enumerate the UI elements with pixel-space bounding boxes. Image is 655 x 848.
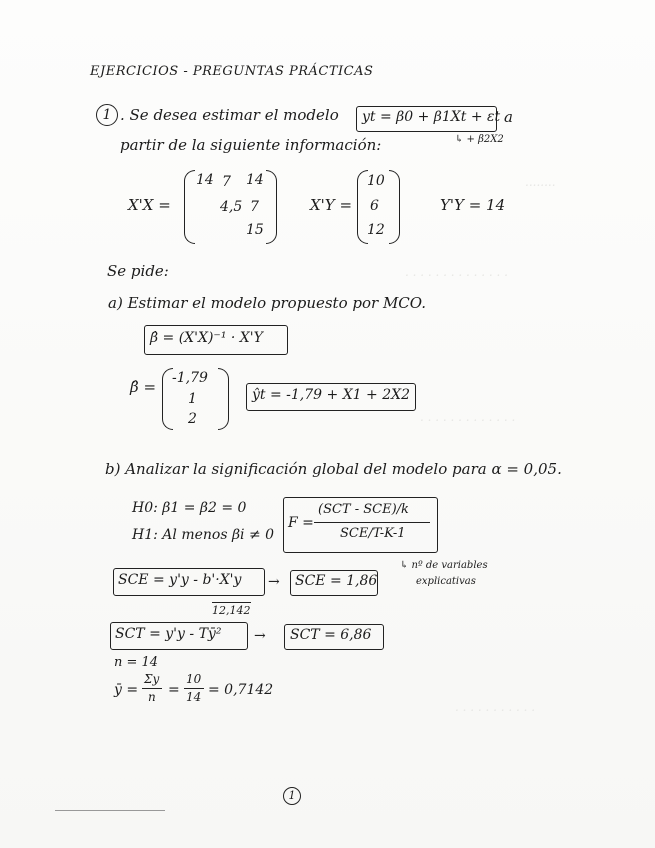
xy-right-paren [389, 170, 400, 244]
ybar-den1: n [148, 690, 156, 704]
intro-line-1-end: a [504, 108, 513, 126]
bleed-through-text: . . . . . . . . . . . . . [420, 410, 516, 424]
model-equation: yt = β0 + β1Xt + εt [362, 109, 501, 125]
xy-cell: 12 [367, 222, 385, 238]
ybar-num1: Σy [144, 672, 160, 686]
page-header: EJERCICIOS - PREGUNTAS PRÁCTICAS [90, 64, 374, 79]
model-note: ↳ + β2X2 [455, 134, 504, 145]
ybar-result: = 0,7142 [208, 682, 274, 698]
xx-cell: 14 [246, 172, 264, 188]
beta-cell: 2 [188, 411, 197, 427]
intro-line-1: . Se desea estimar el modelo [120, 106, 339, 124]
f-fraction-line [314, 522, 430, 523]
beta-label: β̂ = [130, 378, 157, 396]
ybar-lhs: ȳ = [114, 682, 139, 698]
bleed-through-text: . . . . . . . . . . . . . . [405, 265, 508, 279]
f-denominator: SCE/T-K-1 [340, 526, 406, 541]
beta-cell: 1 [188, 391, 197, 407]
sce-value: SCE = 1,86 [295, 573, 378, 589]
xx-cell: 4,5 [220, 199, 243, 215]
fitted-model: ŷt = -1,79 + X1 + 2X2 [252, 387, 410, 403]
hypothesis-h1: H1: Al menos βi ≠ 0 [132, 527, 275, 543]
xy-cell: 6 [370, 198, 379, 214]
hypothesis-h0: H0: β1 = β2 = 0 [132, 500, 247, 516]
sct-value: SCT = 6,86 [290, 627, 372, 643]
xx-cell: 7 [222, 174, 231, 190]
f-numerator: (SCT - SCE)/k [318, 502, 409, 517]
sce-subtotal: 12,142 [212, 604, 251, 617]
beta-formula: β̂ = (X'X)⁻¹ · X'Y [150, 330, 263, 346]
ybar-den2: 14 [186, 690, 202, 704]
beta-right-paren [218, 368, 229, 430]
df-note-line-1: ↳ nº de variables [400, 560, 488, 571]
bleed-through-text: . . . . . . . . . . . [455, 700, 536, 714]
ybar-fraction-line-2 [184, 688, 204, 689]
sce-formula: SCE = y'y - b'·X'y [118, 572, 242, 588]
part-a-title: a) Estimar el modelo propuesto por MCO. [108, 294, 426, 312]
xx-cell: 14 [196, 172, 214, 188]
arrow-icon: → [254, 628, 266, 644]
ybar-eq: = [168, 682, 180, 698]
ybar-fraction-line-1 [142, 688, 162, 689]
xy-cell: 10 [367, 173, 385, 189]
xx-cell: 7 [250, 199, 259, 215]
intro-line-2: partir de la siguiente información: [120, 136, 382, 154]
beta-cell: -1,79 [172, 370, 208, 386]
bleed-through-text: ........ [525, 175, 556, 189]
xx-right-paren [266, 170, 277, 244]
arrow-icon: → [268, 574, 280, 590]
xx-left-paren [184, 170, 195, 244]
part-b-title: b) Analizar la significación global del modelo para α = 0,05. [105, 460, 562, 478]
df-note-line-2: explicativas [416, 576, 476, 587]
sct-formula: SCT = y'y - Tȳ² [115, 626, 222, 642]
page-number: 1 [283, 787, 301, 805]
ybar-num2: 10 [186, 672, 202, 686]
exercise-number: 1 [96, 104, 118, 126]
xy-label: X'Y = [310, 196, 353, 214]
yy-value: Y'Y = 14 [440, 196, 506, 214]
bottom-rule [55, 810, 165, 811]
xx-label: X'X = [128, 196, 171, 214]
n-value: n = 14 [114, 655, 159, 670]
se-pide: Se pide: [107, 262, 169, 280]
f-label: F = [288, 515, 314, 531]
xx-cell: 15 [246, 222, 264, 238]
